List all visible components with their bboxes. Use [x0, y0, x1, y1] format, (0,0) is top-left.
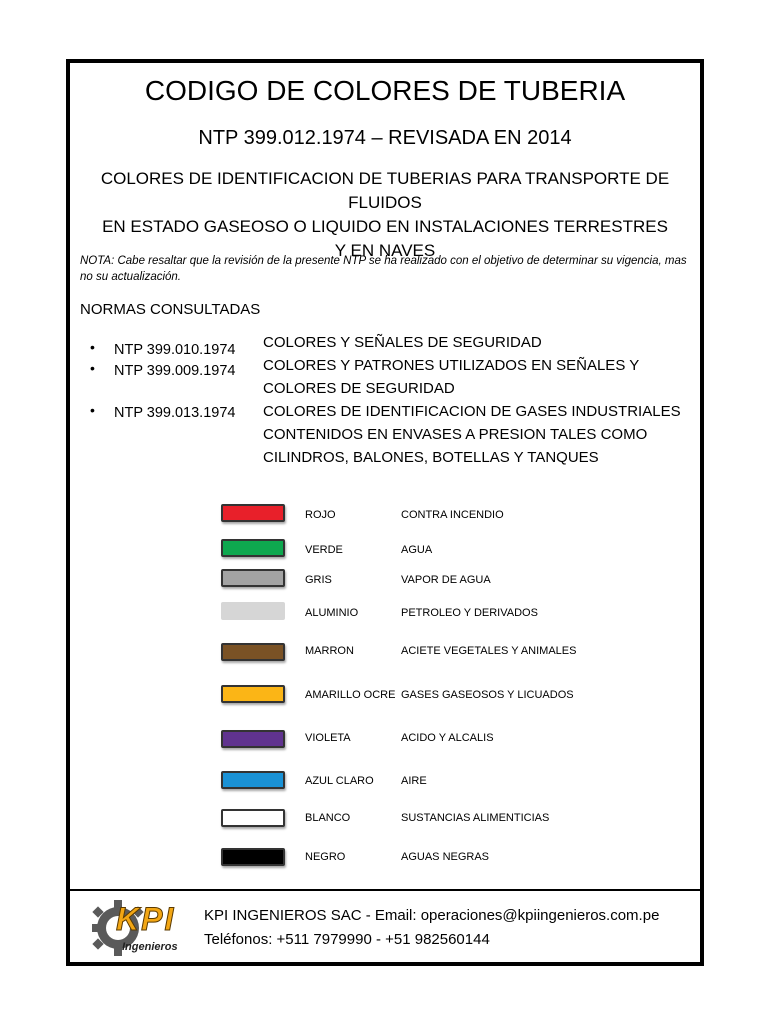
- description-line: EN ESTADO GASEOSO O LIQUIDO EN INSTALACIONES TERRESTRES: [102, 217, 668, 236]
- color-swatch: [221, 771, 285, 789]
- logo-text: KPI: [116, 901, 176, 937]
- standard-description-line: COLORES Y SEÑALES DE SEGURIDAD: [263, 334, 542, 351]
- footer-divider: [70, 889, 700, 891]
- color-swatch: [221, 504, 285, 522]
- color-use: AGUA: [401, 544, 433, 556]
- standard-description-line: COLORES DE SEGURIDAD: [263, 380, 455, 397]
- color-name: AMARILLO OCRE: [305, 689, 396, 701]
- color-swatch: [221, 848, 285, 866]
- standard-description-line: CILINDROS, BALONES, BOTELLAS Y TANQUES: [263, 449, 599, 466]
- description: [70, 167, 700, 263]
- color-name: GRIS: [305, 574, 332, 586]
- color-swatch: [221, 643, 285, 661]
- color-name: MARRON: [305, 645, 354, 657]
- standard-description: [263, 354, 639, 400]
- color-swatch: [221, 539, 285, 557]
- color-use: ACIETE VEGETALES Y ANIMALES: [401, 645, 577, 657]
- standard-code: NTP 399.009.1974: [114, 363, 236, 379]
- color-use: ACIDO Y ALCALIS: [401, 732, 494, 744]
- standard-description: [263, 331, 542, 354]
- standard-code: NTP 399.010.1974: [114, 342, 236, 358]
- color-swatch: [221, 685, 285, 703]
- standard-description-line: COLORES DE IDENTIFICACION DE GASES INDUSTRIALES: [263, 403, 681, 420]
- standard-code: NTP 399.013.1974: [114, 405, 236, 421]
- color-use: PETROLEO Y DERIVADOS: [401, 607, 538, 619]
- color-name: BLANCO: [305, 812, 351, 824]
- standard-description-line: COLORES Y PATRONES UTILIZADOS EN SEÑALES Y: [263, 357, 640, 374]
- description-line: COLORES DE IDENTIFICACION DE TUBERIAS PARA TRANSPORTE DE FLUIDOS: [100, 169, 670, 212]
- bullet: •: [90, 360, 95, 376]
- color-swatch: [221, 602, 285, 620]
- color-swatch: [221, 809, 285, 827]
- description-line: Y EN NAVES: [334, 241, 436, 260]
- footer-contact-line: KPI INGENIEROS SAC - Email: operaciones@kpiingenieros.com.pe: [204, 907, 660, 924]
- page-title: CODIGO DE COLORES DE TUBERIA: [144, 75, 626, 106]
- normas-title: NORMAS CONSULTADAS: [80, 301, 261, 318]
- bullet: •: [90, 339, 95, 355]
- kpi-logo: [92, 897, 188, 957]
- page-subtitle: NTP 399.012.1974 – REVISADA EN 2014: [198, 127, 572, 149]
- color-name: NEGRO: [305, 851, 346, 863]
- color-use: CONTRA INCENDIO: [401, 509, 504, 521]
- standard-description-line: CONTENIDOS EN ENVASES A PRESION TALES COMO: [263, 426, 648, 443]
- color-swatch: [221, 730, 285, 748]
- color-use: AIRE: [401, 775, 427, 787]
- logo-subtext: Ingenieros: [122, 941, 178, 953]
- color-use: AGUAS NEGRAS: [401, 851, 490, 863]
- revision-note: NOTA: Cabe resaltar que la revisión de la presente NTP se ha realizado con el objetivo de determinar su vigencia, mas no su actualización.: [80, 255, 687, 283]
- footer-phone-line: Teléfonos: +511 7979990 - +51 982560144: [204, 931, 490, 948]
- standard-description: [263, 400, 681, 469]
- color-use: SUSTANCIAS ALIMENTICIAS: [401, 812, 550, 824]
- color-name: ALUMINIO: [305, 607, 359, 619]
- color-name: VERDE: [305, 544, 343, 556]
- bullet: •: [90, 402, 95, 418]
- color-swatch: [221, 569, 285, 587]
- color-name: ROJO: [305, 509, 336, 521]
- color-name: AZUL CLARO: [305, 775, 374, 787]
- color-use: VAPOR DE AGUA: [401, 574, 491, 586]
- color-use: GASES GASEOSOS Y LICUADOS: [401, 689, 574, 701]
- color-name: VIOLETA: [305, 732, 351, 744]
- document-frame: [66, 59, 704, 966]
